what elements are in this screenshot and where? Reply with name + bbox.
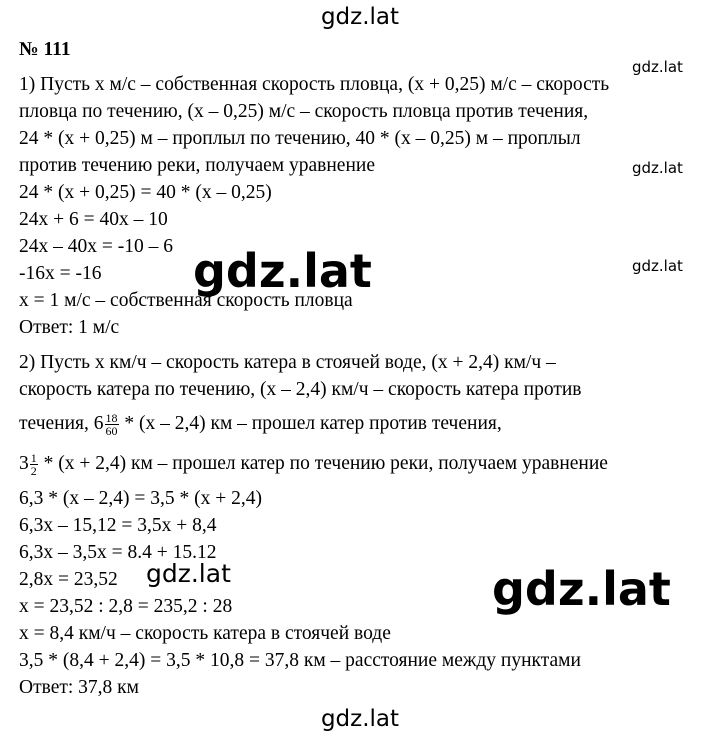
- mixed-fraction: [105, 412, 119, 437]
- part2-line: 6,3х – 15,12 = 3,5х + 8,4: [19, 515, 217, 536]
- part2-line: 6,3х – 3,5х = 8.4 + 15.12: [19, 542, 217, 563]
- watermark-top: gdz.lat: [320, 4, 400, 30]
- part1-line: 24х – 40х = -10 – 6: [19, 236, 173, 257]
- text-segment: * (х – 2,4) км – прошел катер против течения,: [119, 413, 502, 434]
- watermark-small-3: gdz.lat: [632, 257, 683, 275]
- fraction-denominator: 2: [30, 464, 37, 479]
- watermark-bottom: gdz.lat: [320, 706, 400, 732]
- part2-line: скорость катера по течению, (х – 2,4) км/ч – скорость катера против: [19, 379, 582, 400]
- watermark-medium: gdz.lat: [146, 559, 231, 588]
- part2-line: х = 23,52 : 2,8 = 235,2 : 28: [19, 596, 233, 617]
- fraction-numerator: 18: [105, 411, 118, 426]
- part2-line: 2,8х = 23,52: [19, 569, 118, 590]
- text-segment: 3: [19, 453, 29, 474]
- part1-line: х = 1 м/с – собственная скорость пловца: [19, 290, 353, 311]
- part1-line: 24 * (х + 0,25) = 40 * (х – 0,25): [19, 182, 272, 203]
- part2-line: 6,3 * (х – 2,4) = 3,5 * (х + 2,4): [19, 488, 262, 509]
- part2-line-fraction: [19, 412, 502, 437]
- part2-line: 3,5 * (8,4 + 2,4) = 3,5 * 10,8 = 37,8 км – расстояние между пунктами: [19, 650, 581, 671]
- part2-line-fraction: [19, 452, 608, 477]
- fraction-denominator: 60: [105, 424, 118, 439]
- part1-line: 24 * (х + 0,25) м – проплыл по течению, 40 * (х – 0,25) м – проплыл: [19, 128, 581, 149]
- part1-line: 24х + 6 = 40х – 10: [19, 209, 168, 230]
- watermark-large-1: gdz.lat: [193, 244, 372, 298]
- watermark-small-2: gdz.lat: [632, 159, 683, 177]
- part2-line: х = 8,4 км/ч – скорость катера в стоячей воде: [19, 623, 391, 644]
- text-segment: течения, 6: [19, 413, 104, 434]
- part1-line: пловца по течению, (х – 0,25) м/с – скорость пловца против течения,: [19, 101, 589, 122]
- part1-answer: Ответ: 1 м/с: [19, 317, 120, 338]
- problem-title: № 111: [19, 39, 71, 60]
- part2-answer: Ответ: 37,8 км: [19, 677, 139, 698]
- watermark-small-1: gdz.lat: [632, 58, 683, 76]
- mixed-fraction: [30, 452, 38, 477]
- part2-line: 2) Пусть х км/ч – скорость катера в стоячей воде, (х + 2,4) км/ч –: [19, 352, 556, 373]
- watermark-large-2: gdz.lat: [492, 562, 671, 616]
- part1-line: против течению реки, получаем уравнение: [19, 155, 375, 176]
- part1-line: -16х = -16: [19, 263, 102, 284]
- fraction-numerator: 1: [30, 451, 37, 466]
- text-segment: * (х + 2,4) км – прошел катер по течению реки, получаем уравнение: [38, 453, 608, 474]
- part1-line: 1) Пусть х м/с – собственная скорость пловца, (х + 0,25) м/с – скорость: [19, 74, 610, 95]
